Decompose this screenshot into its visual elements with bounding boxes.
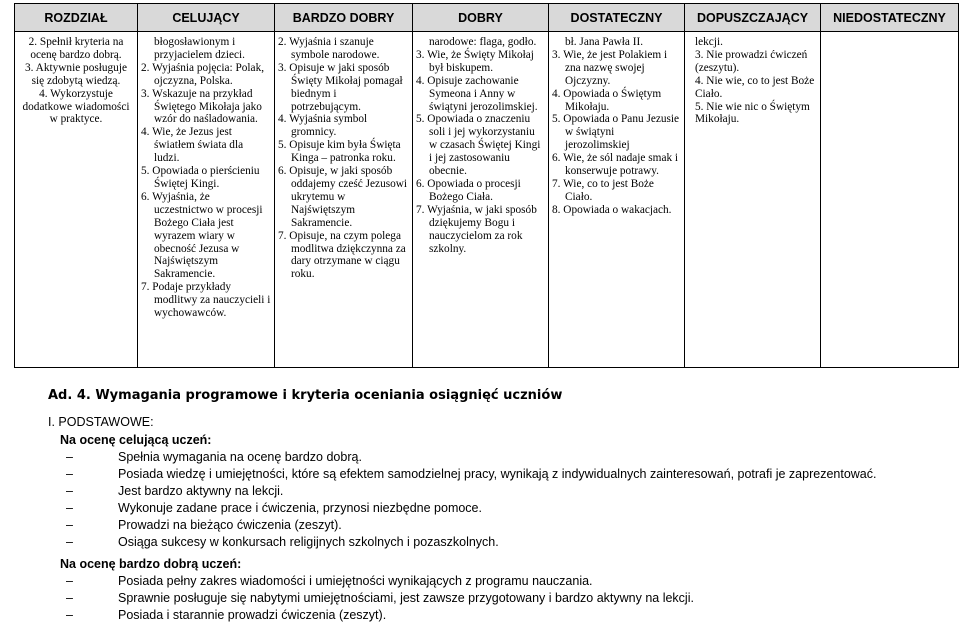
- cell-line: 2. Spełnił kryteria na ocenę bardzo dobrą.: [28, 36, 124, 61]
- table-row: [15, 32, 959, 368]
- requirements-section: [48, 388, 948, 630]
- header-dostateczny: DOSTATECZNY: [549, 4, 685, 32]
- cell-line: 5. Nie wie nic o Świętym Mikołaju.: [695, 100, 810, 126]
- table-header-row: [15, 4, 959, 32]
- cell-line: 4. Wykorzystuje dodatkowe wiadomości w praktyce.: [22, 87, 130, 126]
- cell-line: bł. Jana Pawła II.: [565, 36, 644, 48]
- header-bardzo-dobry: BARDZO DOBRY: [275, 4, 413, 32]
- cell-line: 8. Opowiada o wakacjach.: [552, 203, 672, 216]
- cell-celujacy: [138, 32, 275, 368]
- header-rozdzial: ROZDZIAŁ: [15, 4, 138, 32]
- cell-bardzo-dobry: [275, 32, 413, 368]
- list-item: – Posiada i starannie prowadzi ćwiczenia (zeszyt).: [60, 607, 948, 624]
- cell-line: 3. Opisuje w jaki sposób Święty Mikołaj pomagał biednym i potrzebującym.: [278, 61, 403, 113]
- cell-line: 7. Wie, co to jest Boże Ciało.: [552, 177, 654, 203]
- list-item: – Prowadzi na bieżąco ćwiczenia (zeszyt).: [60, 517, 948, 534]
- criteria-list: [60, 573, 948, 624]
- criteria-list: [60, 449, 948, 551]
- cell-line: 7. Podaje przykłady modlitwy za nauczycieli i wychowawców.: [141, 281, 271, 320]
- list-item: – Jest bardzo aktywny na lekcji.: [60, 483, 948, 500]
- header-celujacy: CELUJĄCY: [138, 4, 275, 32]
- cell-rozdzial: [15, 32, 138, 368]
- cell-line: 5. Opowiada o znaczeniu soli i jej wykorzystaniu w czasach Świętej Kingi i jej zastosowaniu obecnie.: [416, 113, 541, 178]
- cell-line: 6. Wie, że sól nadaje smak i konserwuje potrawy.: [552, 152, 679, 178]
- header-dopuszczajacy: DOPUSZCZAJĄCY: [685, 4, 821, 32]
- cell-dostateczny: [549, 32, 685, 368]
- cell-line: 5. Opowiada o Panu Jezusie w świątyni jerozolimskiej: [552, 113, 680, 152]
- cell-line: 3. Nie prowadzi ćwiczeń (zeszytu).: [695, 48, 808, 74]
- header-dobry: DOBRY: [413, 4, 549, 32]
- cell-line: 5. Opisuje kim była Święta Kinga – patronka roku.: [278, 139, 401, 165]
- cell-line: 5. Opowiada o pierścieniu Świętej Kingi.: [141, 165, 260, 190]
- cell-line: 3. Wskazuje na przykład Świętego Mikołaja jako wzór do naśladowania.: [141, 87, 262, 126]
- cell-line: 3. Wie, że jest Polakiem i zna nazwę swojej Ojczyzny.: [552, 48, 668, 87]
- list-item: – Posiada wiedzę i umiejętności, które są efektem samodzielnej pracy, wynikają z indywidualnych zainteresowań, potrafi je zaprezentować.: [60, 466, 948, 483]
- cell-line: 6. Wyjaśnia, że uczestnictwo w procesji Bożego Ciała jest wyrazem wiary w obecność Jezusa w Najświętszym Sakramencie.: [141, 190, 263, 281]
- cell-line: 4. Opisuje zachowanie Symeona i Anny w świątyni jerozolimskiej.: [416, 74, 538, 113]
- cell-line: 2. Wyjaśnia i szanuje symbole narodowe.: [278, 36, 380, 61]
- criteria-title: Na ocenę bardzo dobrą uczeń:: [60, 557, 242, 571]
- grading-table: [14, 3, 959, 368]
- cell-line: 4. Wyjaśnia symbol gromnicy.: [278, 113, 368, 139]
- list-item: – Spełnia wymagania na ocenę bardzo dobrą.: [60, 449, 948, 466]
- cell-line: 4. Nie wie, co to jest Boże Ciało.: [695, 74, 815, 100]
- cell-line: 7. Wyjaśnia, w jaki sposób dziękujemy Bogu i nauczycielom za rok szkolny.: [416, 203, 537, 255]
- list-item: – Posiada pełny zakres wiadomości i umiejętności wynikających z programu nauczania.: [60, 573, 948, 590]
- cell-niedostateczny: [821, 32, 959, 368]
- cell-line: 6. Opowiada o procesji Bożego Ciała.: [416, 177, 521, 203]
- cell-line: 4. Wie, że Jezus jest światłem świata dla ludzi.: [141, 126, 244, 165]
- cell-line: 4. Opowiada o Świętym Mikołaju.: [552, 87, 662, 113]
- cell-line: 3. Aktywnie posługuje się zdobytą wiedzą.: [25, 61, 127, 87]
- list-item: – Osiąga sukcesy w konkursach religijnych szkolnych i pozaszkolnych.: [60, 534, 948, 551]
- cell-dopuszczajacy: [685, 32, 821, 368]
- cell-line: lekcji.: [695, 36, 723, 48]
- list-item: – Sprawnie posługuje się nabytymi umiejętnościami, jest zawsze przygotowany i bardzo aktywny na lekcji.: [60, 590, 948, 607]
- cell-line: 7. Opisuje, na czym polega modlitwa dziękczynna za dary otrzymane w ciągu roku.: [278, 229, 406, 281]
- cell-line: 2. Wyjaśnia pojęcia: Polak, ojczyzna, Polska.: [141, 61, 265, 87]
- cell-line: 6. Opisuje, w jaki sposób oddajemy cześć Jezusowi ukrytemu w Najświętszym Sakramencie.: [278, 165, 408, 229]
- cell-dobry: [413, 32, 549, 368]
- criteria-title: Na ocenę celującą uczeń:: [60, 433, 212, 447]
- cell-line: błogosławionym i przyjacielem dzieci.: [154, 36, 245, 61]
- cell-line: narodowe: flaga, godło.: [429, 36, 537, 48]
- section-subheading: I. PODSTAWOWE:: [48, 415, 154, 429]
- section-heading: Ad. 4. Wymagania programowe i kryteria oceniania osiągnięć uczniów: [48, 388, 563, 403]
- list-item: – Wykonuje zadane prace i ćwiczenia, przynosi niezbędne pomoce.: [60, 500, 948, 517]
- header-niedostateczny: NIEDOSTATECZNY: [821, 4, 959, 32]
- cell-line: 3. Wie, że Święty Mikołaj był biskupem.: [416, 48, 534, 74]
